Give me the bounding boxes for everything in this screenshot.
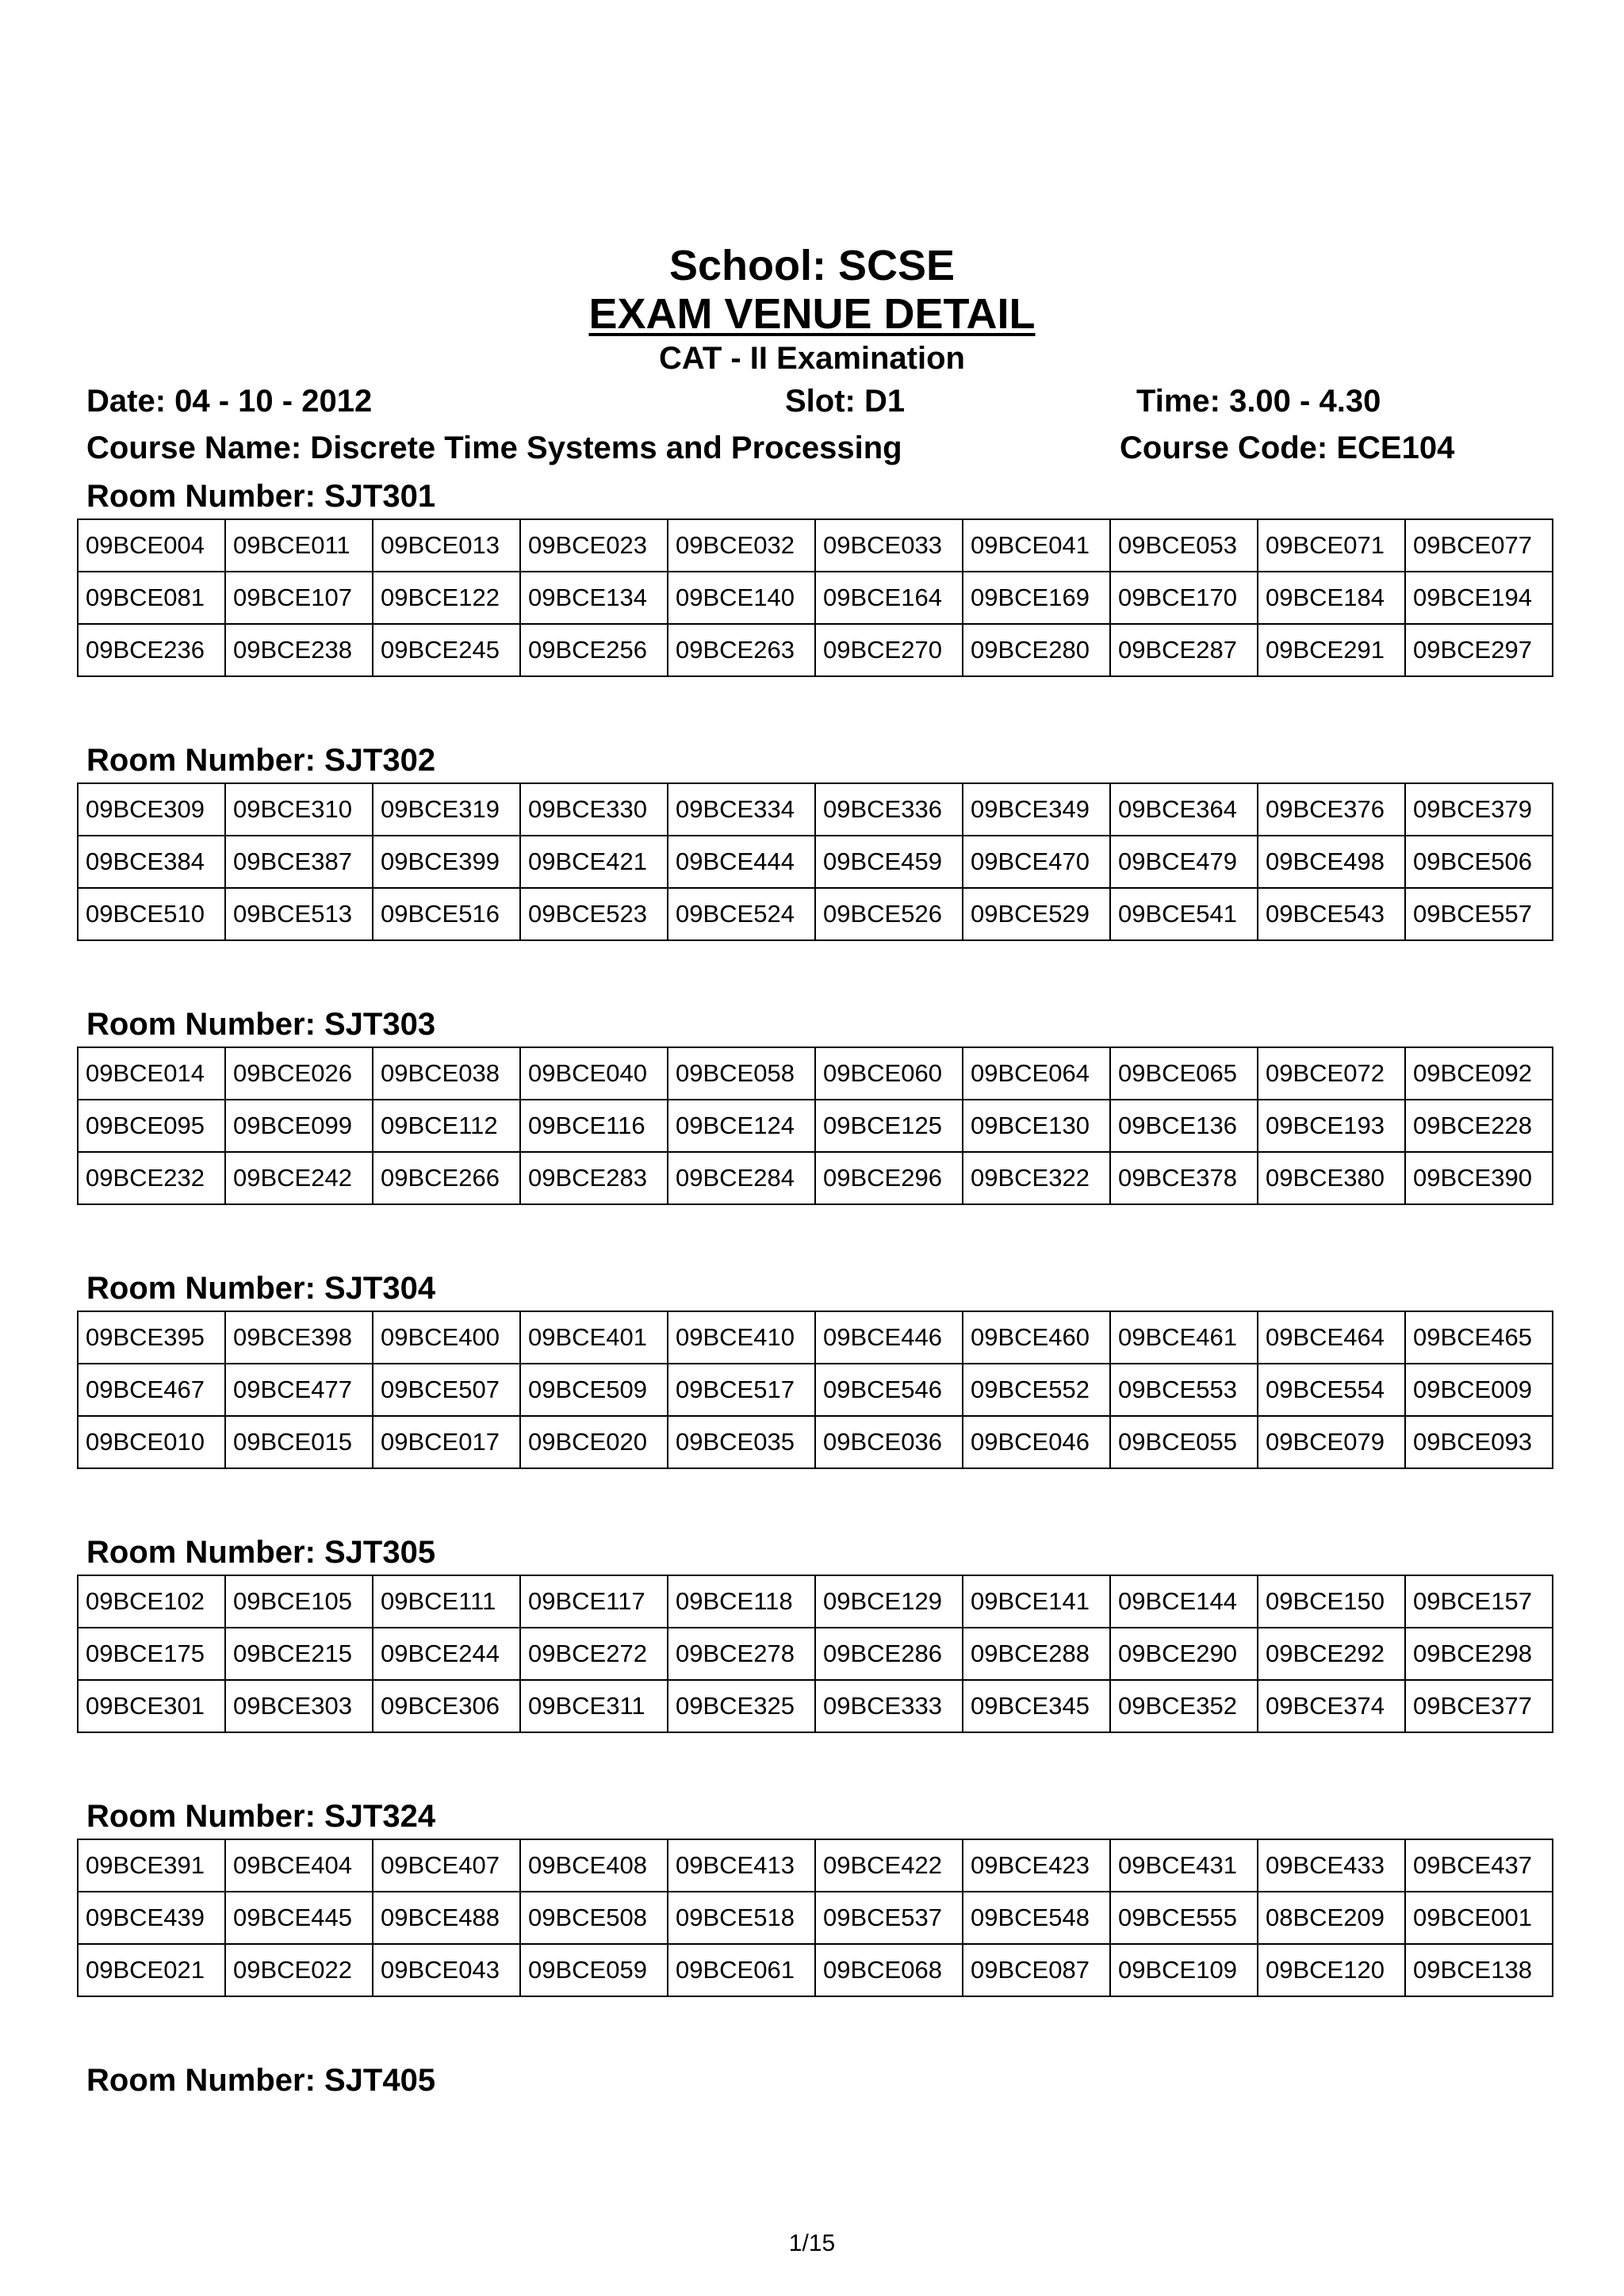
room-heading: Room Number: SJT302 [86, 743, 436, 778]
room-roll-table [77, 1311, 1553, 1469]
roll-number-cell: 09BCE022 [225, 1944, 373, 1996]
roll-number-cell: 09BCE390 [1405, 1152, 1553, 1204]
roll-number-cell: 09BCE021 [78, 1944, 225, 1996]
roll-number-cell: 09BCE431 [1110, 1839, 1258, 1892]
room-roll-table [77, 519, 1553, 677]
roll-number-cell: 09BCE460 [963, 1311, 1110, 1364]
roll-number-cell: 09BCE286 [815, 1628, 963, 1680]
roll-number-cell: 09BCE444 [668, 836, 815, 888]
roll-number-cell: 09BCE410 [668, 1311, 815, 1364]
roll-number-cell: 09BCE092 [1405, 1047, 1553, 1100]
table-row [78, 624, 1553, 676]
roll-number-cell: 09BCE518 [668, 1892, 815, 1944]
roll-number-cell: 09BCE280 [963, 624, 1110, 676]
roll-number-cell: 09BCE004 [78, 519, 225, 572]
roll-number-cell: 09BCE193 [1258, 1100, 1405, 1152]
roll-number-cell: 09BCE334 [668, 783, 815, 836]
roll-number-cell: 09BCE141 [963, 1575, 1110, 1628]
roll-number-cell: 09BCE058 [668, 1047, 815, 1100]
roll-number-cell: 09BCE272 [520, 1628, 668, 1680]
roll-number-cell: 09BCE437 [1405, 1839, 1553, 1892]
roll-number-cell: 09BCE124 [668, 1100, 815, 1152]
roll-number-cell: 09BCE553 [1110, 1364, 1258, 1416]
table-row [78, 1364, 1553, 1416]
roll-number-cell: 09BCE546 [815, 1364, 963, 1416]
roll-number-cell: 09BCE543 [1258, 888, 1405, 940]
roll-number-cell: 09BCE283 [520, 1152, 668, 1204]
roll-number-cell: 09BCE523 [520, 888, 668, 940]
room-roll-table [77, 1839, 1553, 1997]
room-heading: Room Number: SJT405 [86, 2063, 436, 2098]
school-heading: School: SCSE [668, 242, 956, 289]
table-row [78, 519, 1553, 572]
roll-number-cell: 09BCE041 [963, 519, 1110, 572]
table-row [78, 1628, 1553, 1680]
examination-name: CAT - II Examination [659, 341, 965, 376]
roll-number-cell: 09BCE333 [815, 1680, 963, 1732]
roll-number-cell: 09BCE184 [1258, 572, 1405, 624]
roll-number-cell: 09BCE150 [1258, 1575, 1405, 1628]
roll-number-cell: 09BCE215 [225, 1628, 373, 1680]
roll-number-cell: 09BCE026 [225, 1047, 373, 1100]
roll-number-cell: 09BCE391 [78, 1839, 225, 1892]
roll-number-cell: 09BCE072 [1258, 1047, 1405, 1100]
roll-number-cell: 09BCE059 [520, 1944, 668, 1996]
roll-number-cell: 09BCE291 [1258, 624, 1405, 676]
roll-number-cell: 09BCE055 [1110, 1416, 1258, 1468]
roll-number-cell: 09BCE510 [78, 888, 225, 940]
roll-number-cell: 09BCE395 [78, 1311, 225, 1364]
table-row [78, 1152, 1553, 1204]
roll-number-cell: 09BCE298 [1405, 1628, 1553, 1680]
roll-number-cell: 09BCE010 [78, 1416, 225, 1468]
roll-number-cell: 09BCE470 [963, 836, 1110, 888]
roll-number-cell: 09BCE303 [225, 1680, 373, 1732]
table-row [78, 888, 1553, 940]
roll-number-cell: 09BCE001 [1405, 1892, 1553, 1944]
roll-number-cell: 09BCE032 [668, 519, 815, 572]
roll-number-cell: 09BCE557 [1405, 888, 1553, 940]
roll-number-cell: 09BCE498 [1258, 836, 1405, 888]
roll-number-cell: 09BCE117 [520, 1575, 668, 1628]
roll-number-cell: 09BCE079 [1258, 1416, 1405, 1468]
roll-number-cell: 09BCE404 [225, 1839, 373, 1892]
roll-number-cell: 09BCE245 [373, 624, 520, 676]
roll-number-cell: 09BCE043 [373, 1944, 520, 1996]
roll-number-cell: 09BCE099 [225, 1100, 373, 1152]
roll-number-cell: 09BCE517 [668, 1364, 815, 1416]
table-row [78, 1839, 1553, 1892]
roll-number-cell: 09BCE292 [1258, 1628, 1405, 1680]
roll-number-cell: 09BCE175 [78, 1628, 225, 1680]
roll-number-cell: 09BCE374 [1258, 1680, 1405, 1732]
roll-number-cell: 09BCE311 [520, 1680, 668, 1732]
roll-number-cell: 09BCE236 [78, 624, 225, 676]
roll-number-cell: 09BCE349 [963, 783, 1110, 836]
roll-number-cell: 09BCE020 [520, 1416, 668, 1468]
roll-number-cell: 09BCE038 [373, 1047, 520, 1100]
roll-number-cell: 09BCE297 [1405, 624, 1553, 676]
roll-number-cell: 09BCE433 [1258, 1839, 1405, 1892]
roll-number-cell: 09BCE194 [1405, 572, 1553, 624]
roll-number-cell: 09BCE040 [520, 1047, 668, 1100]
roll-number-cell: 09BCE118 [668, 1575, 815, 1628]
roll-number-cell: 09BCE464 [1258, 1311, 1405, 1364]
roll-number-cell: 09BCE256 [520, 624, 668, 676]
roll-number-cell: 09BCE278 [668, 1628, 815, 1680]
roll-number-cell: 09BCE376 [1258, 783, 1405, 836]
roll-number-cell: 09BCE065 [1110, 1047, 1258, 1100]
roll-number-cell: 09BCE325 [668, 1680, 815, 1732]
exam-venue-title-text: EXAM VENUE DETAIL [588, 290, 1036, 338]
roll-number-cell: 09BCE087 [963, 1944, 1110, 1996]
roll-number-cell: 09BCE120 [1258, 1944, 1405, 1996]
roll-number-cell: 08BCE209 [1258, 1892, 1405, 1944]
roll-number-cell: 09BCE093 [1405, 1416, 1553, 1468]
roll-number-cell: 09BCE164 [815, 572, 963, 624]
room-roll-table [77, 1575, 1553, 1733]
roll-number-cell: 09BCE288 [963, 1628, 1110, 1680]
roll-number-cell: 09BCE488 [373, 1892, 520, 1944]
roll-number-cell: 09BCE244 [373, 1628, 520, 1680]
roll-number-cell: 09BCE526 [815, 888, 963, 940]
roll-number-cell: 09BCE506 [1405, 836, 1553, 888]
roll-number-cell: 09BCE035 [668, 1416, 815, 1468]
roll-number-cell: 09BCE122 [373, 572, 520, 624]
roll-number-cell: 09BCE516 [373, 888, 520, 940]
roll-number-cell: 09BCE309 [78, 783, 225, 836]
roll-number-cell: 09BCE507 [373, 1364, 520, 1416]
roll-number-cell: 09BCE301 [78, 1680, 225, 1732]
roll-number-cell: 09BCE413 [668, 1839, 815, 1892]
roll-number-cell: 09BCE095 [78, 1100, 225, 1152]
exam-venue-title [0, 289, 1624, 339]
roll-number-cell: 09BCE445 [225, 1892, 373, 1944]
roll-number-cell: 09BCE046 [963, 1416, 1110, 1468]
roll-number-cell: 09BCE408 [520, 1839, 668, 1892]
roll-number-cell: 09BCE011 [225, 519, 373, 572]
roll-number-cell: 09BCE555 [1110, 1892, 1258, 1944]
roll-number-cell: 09BCE364 [1110, 783, 1258, 836]
roll-number-cell: 09BCE319 [373, 783, 520, 836]
roll-number-cell: 09BCE017 [373, 1416, 520, 1468]
roll-number-cell: 09BCE439 [78, 1892, 225, 1944]
roll-number-cell: 09BCE296 [815, 1152, 963, 1204]
roll-number-cell: 09BCE270 [815, 624, 963, 676]
table-row [78, 1047, 1553, 1100]
roll-number-cell: 09BCE138 [1405, 1944, 1553, 1996]
roll-number-cell: 09BCE023 [520, 519, 668, 572]
roll-number-cell: 09BCE379 [1405, 783, 1553, 836]
roll-number-cell: 09BCE398 [225, 1311, 373, 1364]
roll-number-cell: 09BCE107 [225, 572, 373, 624]
roll-number-cell: 09BCE105 [225, 1575, 373, 1628]
roll-number-cell: 09BCE377 [1405, 1680, 1553, 1732]
roll-number-cell: 09BCE111 [373, 1575, 520, 1628]
roll-number-cell: 09BCE400 [373, 1311, 520, 1364]
roll-number-cell: 09BCE134 [520, 572, 668, 624]
roll-number-cell: 09BCE524 [668, 888, 815, 940]
table-row [78, 836, 1553, 888]
roll-number-cell: 09BCE112 [373, 1100, 520, 1152]
roll-number-cell: 09BCE407 [373, 1839, 520, 1892]
roll-number-cell: 09BCE136 [1110, 1100, 1258, 1152]
roll-number-cell: 09BCE421 [520, 836, 668, 888]
table-row [78, 1944, 1553, 1996]
roll-number-cell: 09BCE287 [1110, 624, 1258, 676]
roll-number-cell: 09BCE352 [1110, 1680, 1258, 1732]
roll-number-cell: 09BCE552 [963, 1364, 1110, 1416]
roll-number-cell: 09BCE422 [815, 1839, 963, 1892]
roll-number-cell: 09BCE266 [373, 1152, 520, 1204]
roll-number-cell: 09BCE232 [78, 1152, 225, 1204]
roll-number-cell: 09BCE130 [963, 1100, 1110, 1152]
exam-date: Date: 04 - 10 - 2012 [86, 384, 373, 419]
roll-number-cell: 09BCE380 [1258, 1152, 1405, 1204]
table-row [78, 783, 1553, 836]
roll-number-cell: 09BCE284 [668, 1152, 815, 1204]
room-heading: Room Number: SJT304 [86, 1271, 436, 1306]
room-heading: Room Number: SJT324 [86, 1799, 436, 1834]
roll-number-cell: 09BCE322 [963, 1152, 1110, 1204]
roll-number-cell: 09BCE537 [815, 1892, 963, 1944]
roll-number-cell: 09BCE068 [815, 1944, 963, 1996]
course-name: Course Name: Discrete Time Systems and Processing [86, 430, 902, 465]
roll-number-cell: 09BCE013 [373, 519, 520, 572]
roll-number-cell: 09BCE345 [963, 1680, 1110, 1732]
roll-number-cell: 09BCE125 [815, 1100, 963, 1152]
roll-number-cell: 09BCE064 [963, 1047, 1110, 1100]
roll-number-cell: 09BCE061 [668, 1944, 815, 1996]
roll-number-cell: 09BCE015 [225, 1416, 373, 1468]
room-heading: Room Number: SJT305 [86, 1535, 436, 1570]
roll-number-cell: 09BCE399 [373, 836, 520, 888]
roll-number-cell: 09BCE109 [1110, 1944, 1258, 1996]
room-heading: Room Number: SJT301 [86, 479, 436, 514]
roll-number-cell: 09BCE384 [78, 836, 225, 888]
roll-number-cell: 09BCE479 [1110, 836, 1258, 888]
roll-number-cell: 09BCE129 [815, 1575, 963, 1628]
roll-number-cell: 09BCE263 [668, 624, 815, 676]
course-code: Course Code: ECE104 [1120, 430, 1455, 465]
roll-number-cell: 09BCE465 [1405, 1311, 1553, 1364]
roll-number-cell: 09BCE446 [815, 1311, 963, 1364]
roll-number-cell: 09BCE508 [520, 1892, 668, 1944]
roll-number-cell: 09BCE077 [1405, 519, 1553, 572]
roll-number-cell: 09BCE140 [668, 572, 815, 624]
roll-number-cell: 09BCE461 [1110, 1311, 1258, 1364]
room-heading: Room Number: SJT303 [86, 1007, 436, 1042]
roll-number-cell: 09BCE144 [1110, 1575, 1258, 1628]
roll-number-cell: 09BCE459 [815, 836, 963, 888]
roll-number-cell: 09BCE290 [1110, 1628, 1258, 1680]
roll-number-cell: 09BCE423 [963, 1839, 1110, 1892]
roll-number-cell: 09BCE071 [1258, 519, 1405, 572]
roll-number-cell: 09BCE477 [225, 1364, 373, 1416]
room-roll-table [77, 783, 1553, 941]
roll-number-cell: 09BCE116 [520, 1100, 668, 1152]
roll-number-cell: 09BCE053 [1110, 519, 1258, 572]
roll-number-cell: 09BCE541 [1110, 888, 1258, 940]
table-row [78, 1416, 1553, 1468]
table-row [78, 1892, 1553, 1944]
roll-number-cell: 09BCE509 [520, 1364, 668, 1416]
table-row [78, 1311, 1553, 1364]
roll-number-cell: 09BCE548 [963, 1892, 1110, 1944]
roll-number-cell: 09BCE102 [78, 1575, 225, 1628]
exam-time: Time: 3.00 - 4.30 [1136, 384, 1381, 419]
roll-number-cell: 09BCE009 [1405, 1364, 1553, 1416]
roll-number-cell: 09BCE336 [815, 783, 963, 836]
roll-number-cell: 09BCE310 [225, 783, 373, 836]
roll-number-cell: 09BCE330 [520, 783, 668, 836]
roll-number-cell: 09BCE170 [1110, 572, 1258, 624]
roll-number-cell: 09BCE014 [78, 1047, 225, 1100]
table-row [78, 572, 1553, 624]
roll-number-cell: 09BCE036 [815, 1416, 963, 1468]
room-roll-table [77, 1047, 1553, 1205]
roll-number-cell: 09BCE060 [815, 1047, 963, 1100]
page-number: 1/15 [788, 2230, 836, 2256]
roll-number-cell: 09BCE554 [1258, 1364, 1405, 1416]
roll-number-cell: 09BCE081 [78, 572, 225, 624]
roll-number-cell: 09BCE033 [815, 519, 963, 572]
roll-number-cell: 09BCE238 [225, 624, 373, 676]
roll-number-cell: 09BCE401 [520, 1311, 668, 1364]
roll-number-cell: 09BCE467 [78, 1364, 225, 1416]
table-row [78, 1680, 1553, 1732]
roll-number-cell: 09BCE169 [963, 572, 1110, 624]
roll-number-cell: 09BCE387 [225, 836, 373, 888]
roll-number-cell: 09BCE228 [1405, 1100, 1553, 1152]
exam-slot: Slot: D1 [785, 384, 906, 419]
roll-number-cell: 09BCE242 [225, 1152, 373, 1204]
roll-number-cell: 09BCE529 [963, 888, 1110, 940]
table-row [78, 1100, 1553, 1152]
roll-number-cell: 09BCE378 [1110, 1152, 1258, 1204]
table-row [78, 1575, 1553, 1628]
roll-number-cell: 09BCE306 [373, 1680, 520, 1732]
roll-number-cell: 09BCE157 [1405, 1575, 1553, 1628]
roll-number-cell: 09BCE513 [225, 888, 373, 940]
